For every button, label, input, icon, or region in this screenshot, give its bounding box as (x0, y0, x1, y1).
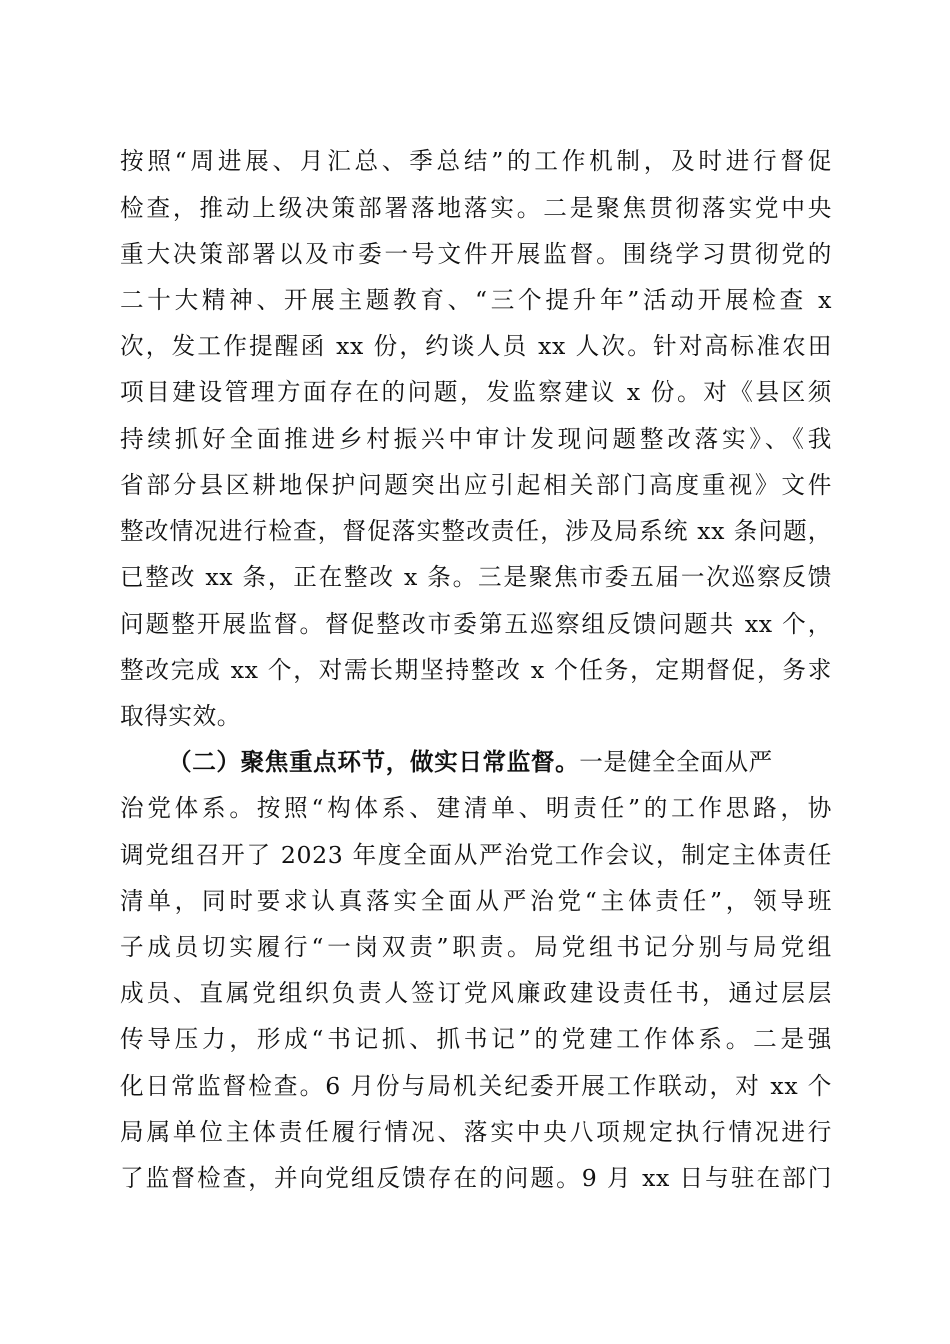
paragraph-line: 成员、直属党组织负责人签订党风廉政建设责任书，通过层层 (120, 979, 832, 1007)
paragraph-line: 整改完成 xx 个，对需长期坚持整改 x 个任务，定期督促，务求 (120, 656, 832, 684)
paragraph-line: 清单，同时要求认真落实全面从严治党“主体责任”，领导班 (120, 887, 832, 915)
paragraph-line: 按照“周进展、月汇总、季总结”的工作机制，及时进行督促 (120, 147, 832, 175)
paragraph-line: 治党体系。按照“构体系、建清单、明责任”的工作思路，协 (120, 794, 832, 822)
paragraph-line: 持续抓好全面推进乡村振兴中审计发现问题整改落实》、《我 (120, 425, 832, 453)
section-heading: （二）聚焦重点环节，做实日常监督。 (168, 748, 580, 776)
paragraph-line: 检查，推动上级决策部署落地落实。二是聚焦贯彻落实党中央 (120, 194, 832, 222)
section-heading-line (168, 748, 832, 776)
paragraph-line: 问题整开展监督。督促整改市委第五巡察组反馈问题共 xx 个， (120, 610, 832, 638)
paragraph-text: 一是健全全面从严 (579, 748, 773, 776)
paragraph-line: 调党组召开了 2023 年度全面从严治党工作会议，制定主体责任 (120, 841, 832, 869)
paragraph-line: 省部分县区耕地保护问题突出应引起相关部门高度重视》文件 (120, 471, 832, 499)
paragraph-line: 二十大精神、开展主题教育、“三个提升年”活动开展检查 x (120, 286, 832, 314)
paragraph-line: 项目建设管理方面存在的问题，发监察建议 x 份。对《县区须 (120, 378, 832, 406)
paragraph-line: 重大决策部署以及市委一号文件开展监督。围绕学习贯彻党的 (120, 240, 832, 268)
paragraph-line: 已整改 xx 条，正在整改 x 条。三是聚焦市委五届一次巡察反馈 (120, 563, 832, 591)
paragraph-line: 传导压力，形成“书记抓、抓书记”的党建工作体系。二是强 (120, 1025, 832, 1053)
paragraph-line: 了监督检查，并向党组反馈存在的问题。9 月 xx 日与驻在部门 (120, 1164, 832, 1192)
paragraph-line: 取得实效。 (120, 702, 241, 730)
paragraph-line: 子成员切实履行“一岗双责”职责。局党组书记分别与局党组 (120, 933, 832, 961)
paragraph-line: 化日常监督检查。6 月份与局机关纪委开展工作联动，对 xx 个 (120, 1072, 832, 1100)
paragraph-line: 局属单位主体责任履行情况、落实中央八项规定执行情况进行 (120, 1118, 832, 1146)
paragraph-line: 整改情况进行检查，督促落实整改责任，涉及局系统 xx 条问题， (120, 517, 832, 545)
paragraph-line: 次，发工作提醒函 xx 份，约谈人员 xx 人次。针对高标准农田 (120, 332, 832, 360)
